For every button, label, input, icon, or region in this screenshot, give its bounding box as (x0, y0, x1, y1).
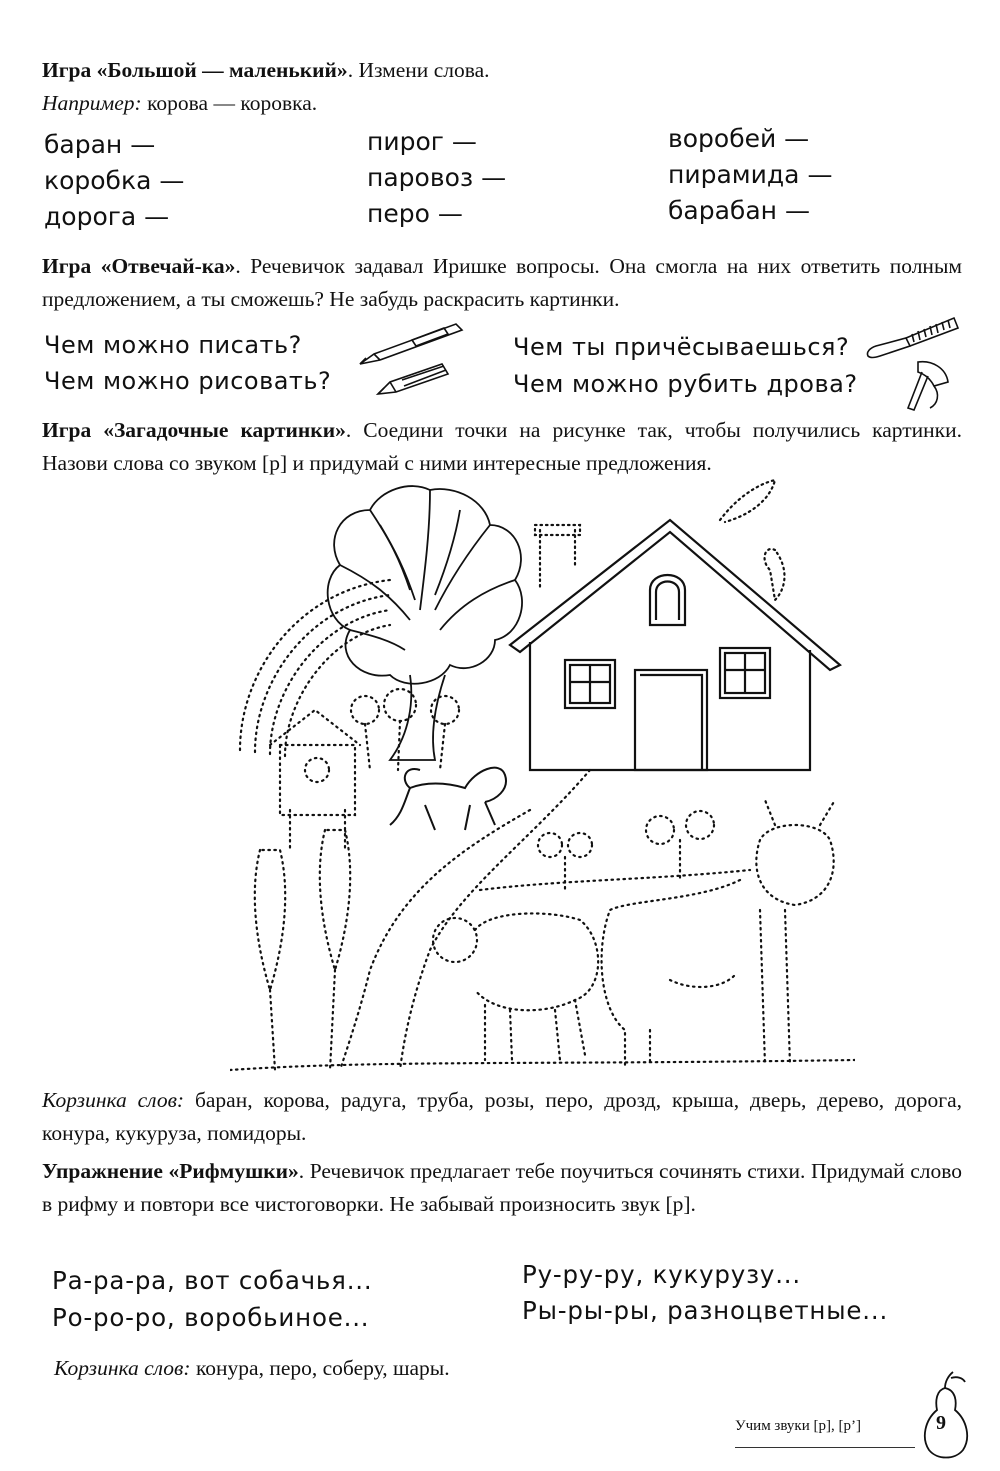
task1-word: баран — (44, 130, 156, 159)
task4-word-basket (54, 1352, 974, 1385)
task1-word: барабан — (668, 196, 810, 225)
question: Чем можно рисовать? (44, 367, 332, 395)
tree-drawing (328, 486, 522, 760)
task1-word: воробей — (668, 124, 810, 153)
task1-heading (42, 54, 962, 120)
question: Чем можно писать? (44, 331, 302, 359)
task4-text: . Речевичок предлагает тебе поучиться сочинять стихи. Придумай слово в рифму и повтори все чистоговорки. Не забывай произносить звук [р]. (42, 1159, 962, 1216)
dot-to-dot-picture (230, 470, 855, 1075)
task2-title: Игра «Отвечай-ка» (42, 254, 236, 278)
question: Чем ты причёсываешься? (513, 333, 850, 361)
task1-example-label: Например: (42, 91, 142, 115)
task1-title: Игра «Большой — маленький» (42, 58, 348, 82)
task1-word: дорога — (44, 202, 170, 231)
task2-heading (42, 250, 962, 316)
rhyme-line: Ры-ры-ры, разноцветные... (522, 1296, 889, 1325)
task1-word: перо — (367, 199, 463, 228)
rhyme-line: Ро-ро-ро, воробьиное... (52, 1303, 370, 1332)
task1-word: коробка — (44, 166, 185, 195)
axe-icon (888, 356, 958, 414)
chimney-dots (535, 525, 580, 590)
basket-words: баран, корова, радуга, труба, розы, перо, дрозд, крыша, дверь, дерево, дорога, конура, кукуруза, помидоры. (42, 1088, 962, 1145)
task3-text: . Соедини точки на рисунке так, чтобы получились картинки. Назови слова со звуком [р] и придумай с ними интересные предложения. (42, 418, 962, 475)
sheep-dots (433, 913, 598, 1060)
task1-word: пирог — (367, 127, 477, 156)
basket-words: конура, перо, соберу, шары. (190, 1356, 450, 1380)
basket-label: Корзинка слов: (42, 1088, 185, 1112)
feather-dots (720, 480, 775, 522)
task1-word: пирамида — (668, 160, 833, 189)
task4-title: Упражнение «Рифмушки» (42, 1159, 299, 1183)
rhyme-line: Ру-ру-ру, кукурузу... (522, 1260, 801, 1289)
footer-label: Учим звуки [р], [р’] (735, 1418, 861, 1434)
task1-instruction: . Измени слова. (347, 58, 490, 82)
task1-example-text: корова — коровка. (141, 91, 318, 115)
basket-label: Корзинка слов: (54, 1356, 191, 1380)
footer-divider (735, 1447, 915, 1448)
task2-text: . Речевичок задавал Иришке вопросы. Она смогла на них ответить полным предложением, а ты сможешь? Не забудь раскрасить картинки. (42, 254, 962, 311)
house-drawing (510, 520, 840, 770)
page-number: 9 (936, 1412, 946, 1434)
comb-icon (862, 308, 962, 363)
dog-drawing (390, 768, 506, 830)
birdhouse-dots (270, 710, 360, 850)
question: Чем можно рубить дрова? (513, 370, 858, 398)
rhyme-line: Ра-ра-ра, вот собачья... (52, 1266, 373, 1295)
pencil-icon (372, 360, 454, 400)
task1-word: паровоз — (367, 163, 507, 192)
task3-title: Игра «Загадочные картинки» (42, 418, 346, 442)
corn-dots (255, 830, 350, 1070)
bird-dots (765, 549, 785, 600)
tomato-plant-dots (538, 811, 714, 890)
rainbow-dots (240, 580, 390, 756)
task4-heading (42, 1155, 962, 1221)
cow-dots (480, 800, 835, 1065)
task3-word-basket (42, 1084, 962, 1150)
